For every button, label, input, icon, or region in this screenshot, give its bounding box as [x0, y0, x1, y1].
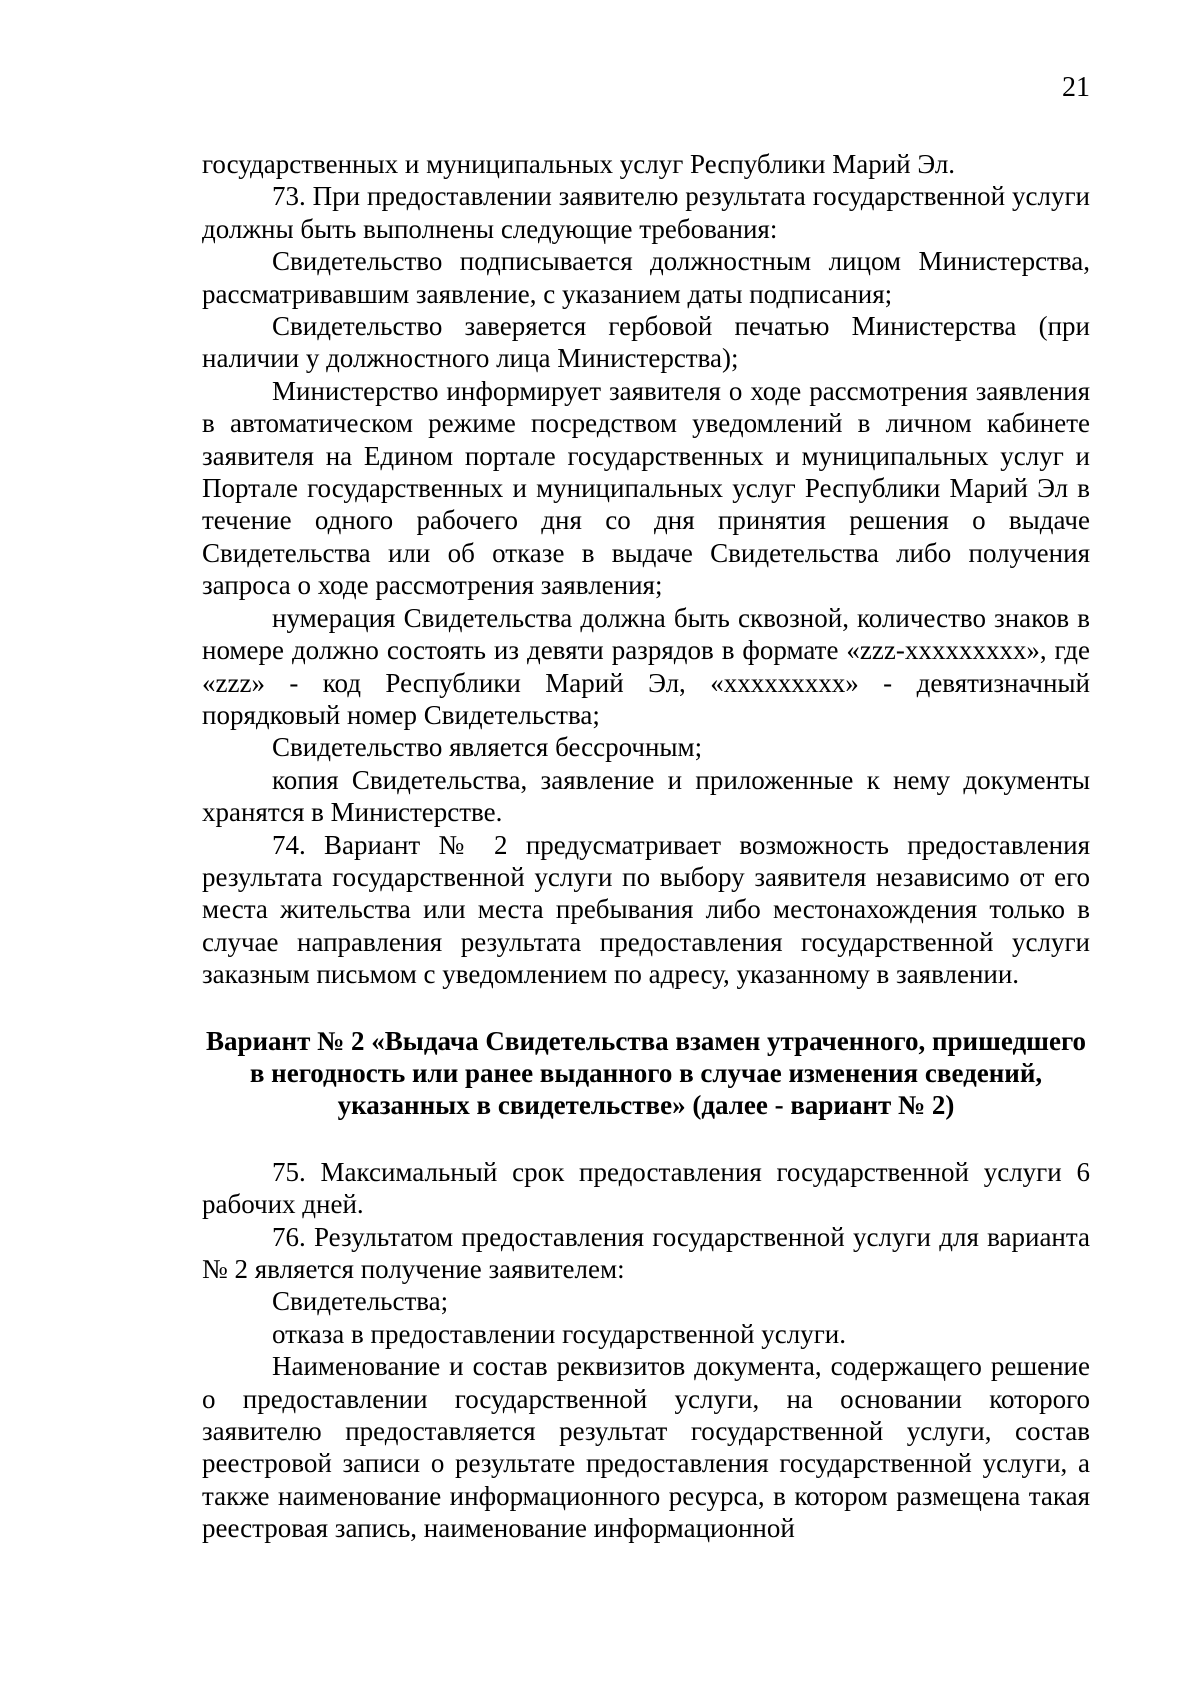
paragraph-76: 76. Результатом предоставления государственной услуги для варианта № 2 является получение заявителем: [202, 1221, 1090, 1284]
paragraph-74: 74. Вариант № 2 предусматривает возможность предоставления результата государственной услуги по выбору заявителя независимо от его места жительства или места пребывания либо местонахождения только в случае направления результата предоставления государственной услуги заказным письмом с уведомлением по адресу, указанному в заявлении. [202, 829, 1090, 990]
section-heading-variant-2: Вариант № 2 «Выдача Свидетельства взамен утраченного, пришедшего в негодность или ранее выданного в случае изменения сведений, указанных в свидетельстве» (далее - вариант № 2) [205, 1025, 1087, 1121]
paragraph-signature-requirement: Свидетельство подписывается должностным лицом Министерства, рассматривавшим заявление, с указанием даты подписания; [202, 246, 1090, 309]
paragraph-document-details: Наименование и состав реквизитов документа, содержащего решение о предоставлении государственной услуги, на основании которого заявителю предоставляется результат государственной услуги, состав реестровой записи о результате предоставления государственной услуги, а также наименование информационного ресурса, в котором размещена такая реестровая запись, наименование информационной [202, 1351, 1090, 1544]
paragraph-75: 75. Максимальный срок предоставления государственной услуги 6 рабочих дней. [202, 1156, 1090, 1220]
paragraph-numbering-requirement: нумерация Свидетельства должна быть сквозной, количество знаков в номере должно состоять из девяти разрядов в формате «zzz-xxxxxxxxx», где «zzz» - код Республики Марий Эл, «xxxxxxxxx» - девятизначный порядковый номер Свидетельства; [202, 602, 1090, 730]
paragraph-73: 73. При предоставлении заявителю результата государственной услуги должны быть выполнены следующие требования: [202, 181, 1090, 244]
paragraph-continuation: государственных и муниципальных услуг Республики Марий Эл. [202, 149, 956, 179]
paragraph-notification-requirement: Министерство информирует заявителя о ходе рассмотрения заявления в автоматическом режиме посредством уведомлений в личном кабинете заявителя на Едином портале государственных и муниципальных услуг и Портале государственных и муниципальных услуг Республики Марий Эл в течение одного рабочего дня со дня принятия решения о выдаче Свидетельства или об отказе в выдаче Свидетельства либо получения запроса о ходе рассмотрения заявления; [202, 375, 1090, 601]
paragraph-validity-requirement: Свидетельство является бессрочным; [272, 732, 703, 763]
paragraph-result-refusal: отказа в предоставлении государственной услуги. [272, 1318, 846, 1349]
paragraph-result-certificate: Свидетельства; [272, 1286, 449, 1317]
paragraph-seal-requirement: Свидетельство заверяется гербовой печатью Министерства (при наличии у должностного лица Министерства); [202, 311, 1090, 374]
document-body [202, 148, 1090, 1545]
page-number: 21 [1062, 72, 1090, 103]
paragraph-storage-requirement: копия Свидетельства, заявление и приложенные к нему документы хранятся в Министерстве. [202, 764, 1090, 828]
